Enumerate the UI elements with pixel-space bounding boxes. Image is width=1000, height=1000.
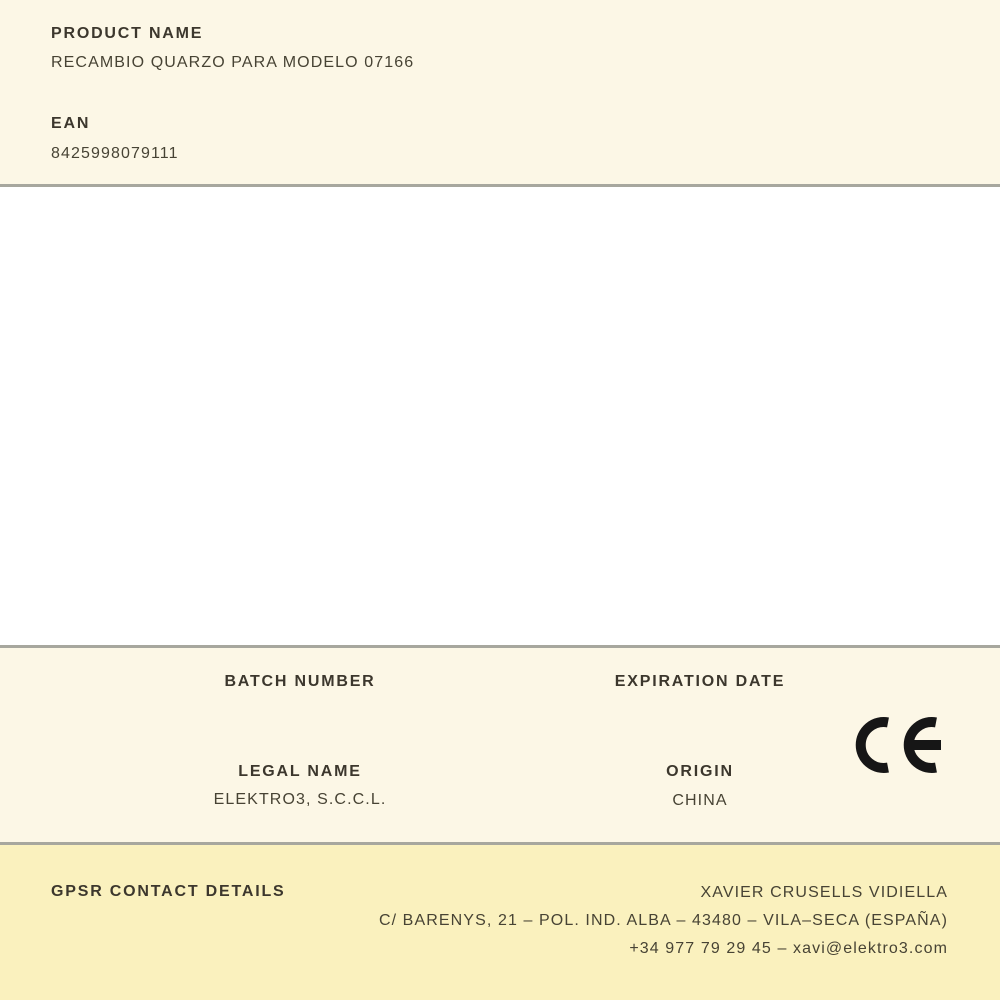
product-image-placeholder [0,187,1000,645]
gpsr-contact-address: C/ BARENYS, 21 – POL. IND. ALBA – 43480 – VILA–SECA (ESPAÑA) [378,912,948,929]
origin-value: CHINA [672,792,728,809]
origin-label: ORIGIN [666,763,734,780]
gpsr-contact-section [0,845,1000,1000]
batch-number-label: BATCH NUMBER [224,673,376,690]
gpsr-contact-label: GPSR CONTACT DETAILS [51,883,286,900]
product-name-value: RECAMBIO QUARZO PARA MODELO 07166 [51,54,415,71]
legal-name-label: LEGAL NAME [238,763,362,780]
product-header-section [0,0,1000,187]
gpsr-contact-name: XAVIER CRUSELLS VIDIELLA [700,884,948,901]
ce-mark-icon [855,714,945,776]
product-name-label: PRODUCT NAME [51,25,204,42]
product-info-section [0,645,1000,845]
expiration-date-label: EXPIRATION DATE [614,673,786,690]
gpsr-contact-phone-email: +34 977 79 29 45 – xavi@elektro3.com [629,940,948,957]
ean-label: EAN [51,115,91,132]
ean-value: 8425998079111 [51,145,179,162]
gpsr-contact-block [379,879,948,963]
legal-name-value: ELEKTRO3, S.C.C.L. [213,791,387,808]
